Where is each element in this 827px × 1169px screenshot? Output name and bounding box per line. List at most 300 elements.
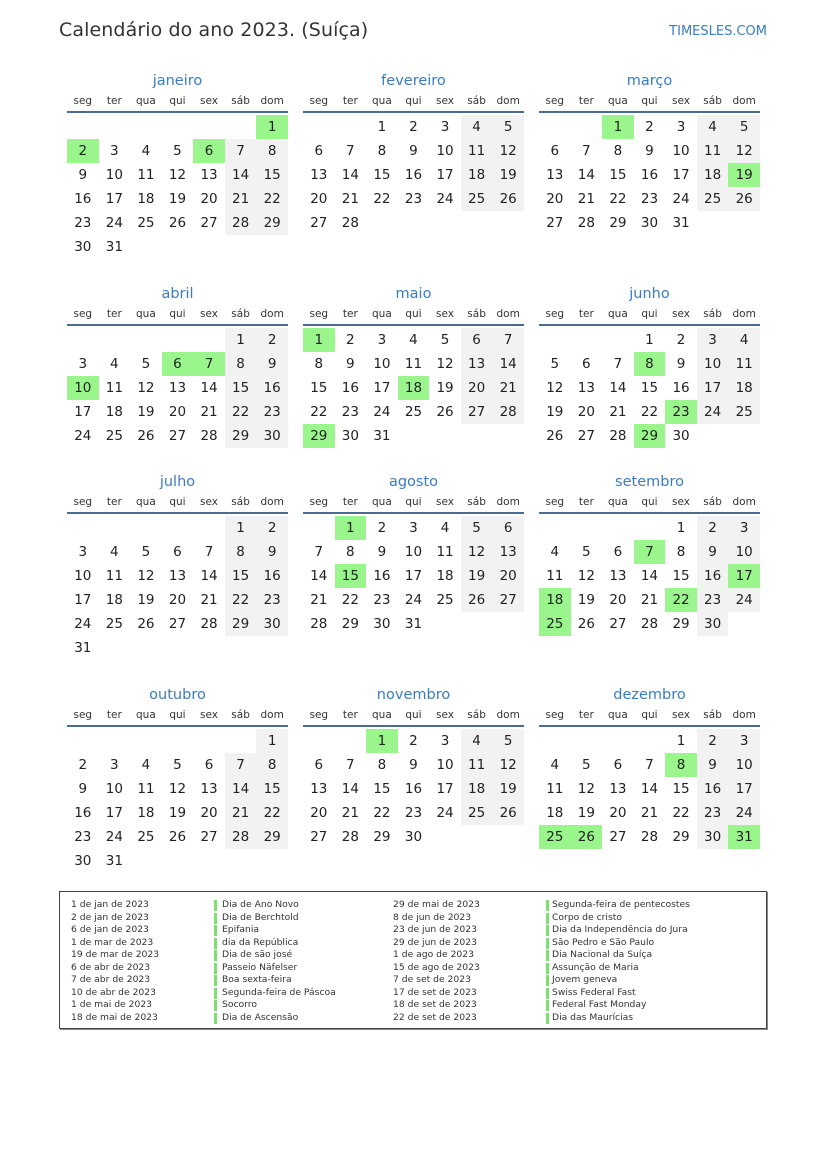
weekday-label: sáb	[231, 496, 250, 508]
day-grid	[67, 516, 288, 660]
week-row	[67, 163, 288, 187]
empty-day-cell	[634, 729, 666, 753]
empty-day-cell	[130, 516, 162, 540]
day-cell: 20	[200, 191, 218, 207]
week-row	[67, 235, 288, 259]
empty-day-cell	[256, 235, 288, 259]
day-cell: 21	[341, 805, 359, 821]
day-cell: 24	[404, 592, 423, 608]
weekday-label: qua	[608, 496, 628, 508]
day-cell: 8	[346, 544, 355, 560]
holiday-day-cell: 18	[398, 376, 430, 400]
day-cell: 20	[310, 805, 328, 821]
empty-day-cell	[193, 235, 225, 259]
day-cell: 15	[373, 781, 391, 797]
empty-day-cell	[602, 328, 634, 352]
week-row	[303, 612, 524, 636]
week-row	[303, 777, 524, 801]
empty-day-cell	[99, 115, 131, 139]
day-cell: 27	[200, 829, 218, 845]
month-abril	[67, 285, 288, 448]
day-cell: 7	[204, 544, 214, 560]
day-cell: 16	[373, 568, 391, 584]
weekend-day-cell: 9	[697, 540, 729, 564]
weekday-label: qui	[641, 709, 658, 721]
weekday-label: qua	[136, 308, 156, 320]
week-row	[67, 352, 288, 376]
day-cell: 18	[137, 805, 155, 821]
empty-day-cell	[193, 729, 225, 753]
holiday-date: 7 de abr de 2023	[71, 974, 151, 985]
month-name: outubro	[149, 687, 206, 703]
weekend-day-cell: 18	[461, 777, 493, 801]
week-row	[539, 400, 760, 424]
weekday-header	[67, 307, 288, 326]
day-cell: 15	[640, 380, 659, 396]
weekend-day-cell: 30	[256, 424, 288, 448]
day-cell: 12	[546, 380, 564, 396]
empty-day-cell	[461, 612, 493, 636]
empty-day-cell	[429, 211, 461, 235]
weekend-day-cell: 5	[492, 729, 524, 753]
holiday-marker-icon	[546, 988, 549, 999]
day-cell: 14	[341, 167, 359, 183]
empty-day-cell	[461, 825, 493, 849]
weekday-label: sex	[436, 496, 455, 508]
empty-day-cell	[67, 729, 99, 753]
week-row	[539, 729, 760, 753]
week-row	[303, 352, 524, 376]
weekend-day-cell: 14	[492, 352, 524, 376]
weekday-label: sáb	[467, 496, 486, 508]
empty-day-cell	[366, 211, 398, 235]
day-cell: 22	[609, 191, 627, 207]
weekday-label: ter	[578, 496, 594, 508]
day-cell: 12	[137, 380, 155, 396]
day-cell: 19	[168, 191, 187, 207]
empty-day-cell	[162, 328, 194, 352]
holiday-marker-icon	[546, 900, 549, 911]
day-cell: 2	[409, 733, 418, 749]
week-row	[539, 352, 760, 376]
weekend-day-cell: 22	[256, 801, 288, 825]
weekday-label: qua	[136, 496, 156, 508]
holiday-day-cell: 8	[665, 753, 697, 777]
holiday-marker-icon	[546, 938, 549, 949]
weekend-day-cell: 4	[461, 729, 493, 753]
day-cell: 5	[141, 544, 151, 560]
holiday-name: Passeio Näfelser	[222, 961, 298, 973]
empty-day-cell	[492, 825, 524, 849]
day-cell: 6	[613, 544, 623, 560]
day-cell: 13	[609, 781, 627, 797]
day-cell: 5	[173, 757, 182, 773]
day-cell: 1	[676, 733, 686, 749]
month-setembro	[539, 473, 760, 636]
day-cell: 10	[74, 568, 92, 584]
day-cell: 23	[74, 829, 92, 845]
day-cell: 14	[341, 781, 359, 797]
holiday-day-cell: 1	[366, 729, 398, 753]
holiday-name: Dia Nacional da Suíça	[552, 949, 653, 960]
legend-item	[393, 999, 723, 1012]
holiday-date: 29 de mai de 2023	[393, 899, 480, 910]
month-name: dezembro	[613, 687, 686, 703]
day-cell: 7	[346, 757, 355, 773]
day-cell: 28	[341, 829, 359, 845]
weekend-day-cell: 16	[697, 564, 729, 588]
day-cell: 5	[173, 143, 182, 159]
day-cell: 24	[672, 191, 690, 207]
weekend-day-cell: 7	[492, 328, 524, 352]
day-cell: 10	[105, 167, 123, 183]
holiday-name: dia da República	[222, 936, 299, 948]
holiday-date: 19 de mar de 2023	[71, 949, 160, 960]
week-row	[539, 187, 760, 211]
weekend-day-cell: 11	[461, 753, 493, 777]
day-cell: 25	[404, 404, 423, 420]
month-julho	[67, 473, 288, 660]
day-cell: 14	[310, 568, 328, 584]
weekday-label: ter	[342, 496, 358, 508]
weekend-day-cell: 13	[461, 352, 493, 376]
holiday-date: 18 de mai de 2023	[71, 1011, 158, 1023]
weekend-day-cell: 18	[697, 163, 729, 187]
day-cell: 21	[577, 191, 595, 207]
holiday-marker-icon	[546, 1000, 549, 1011]
holiday-marker-icon	[214, 900, 217, 911]
weekday-label: sex	[200, 496, 219, 508]
day-cell: 14	[609, 380, 627, 396]
holiday-day-cell: 18	[539, 588, 571, 612]
day-cell: 28	[640, 616, 659, 632]
day-cell: 22	[310, 404, 328, 420]
holiday-name: Segunda-feira de pentecostes	[552, 899, 690, 910]
holiday-day-cell: 31	[728, 825, 760, 849]
month-name: julho	[159, 474, 196, 490]
weekday-label: sáb	[231, 95, 250, 107]
legend-item	[71, 899, 401, 912]
weekend-day-cell: 8	[256, 139, 288, 163]
weekday-label: ter	[578, 308, 594, 320]
day-cell: 27	[168, 428, 187, 444]
day-cell: 15	[609, 167, 627, 183]
month-janeiro	[67, 72, 288, 259]
weekday-label: qua	[372, 496, 392, 508]
weekend-day-cell: 19	[461, 564, 493, 588]
day-cell: 2	[409, 119, 418, 135]
empty-day-cell	[99, 729, 131, 753]
day-grid	[303, 115, 524, 235]
day-cell: 22	[373, 805, 391, 821]
week-row	[67, 516, 288, 540]
weekend-day-cell: 30	[697, 825, 729, 849]
holiday-date: 6 de abr de 2023	[71, 961, 151, 973]
holiday-day-cell: 8	[634, 352, 666, 376]
month-name: agosto	[388, 474, 439, 490]
day-cell: 23	[404, 191, 423, 207]
day-cell: 16	[341, 380, 359, 396]
weekend-day-cell: 10	[697, 352, 729, 376]
weekday-label: ter	[106, 95, 122, 107]
weekday-label: seg	[545, 308, 565, 320]
day-cell: 14	[577, 167, 595, 183]
holiday-date: 23 de jun de 2023	[393, 924, 477, 935]
empty-day-cell	[461, 424, 493, 448]
empty-day-cell	[193, 328, 225, 352]
weekday-label: qui	[169, 308, 186, 320]
month-name: junho	[629, 286, 670, 302]
weekend-day-cell: 12	[492, 753, 524, 777]
weekday-label: sáb	[231, 709, 250, 721]
weekday-label: qui	[169, 95, 186, 107]
week-row	[67, 612, 288, 636]
day-cell: 4	[141, 757, 151, 773]
weekend-day-cell: 29	[256, 825, 288, 849]
day-cell: 19	[546, 404, 564, 420]
day-cell: 23	[640, 191, 659, 207]
weekday-label: qui	[641, 308, 658, 320]
empty-day-cell	[492, 424, 524, 448]
day-cell: 19	[137, 404, 155, 420]
weekday-label: sáb	[467, 709, 486, 721]
day-cell: 20	[168, 592, 187, 608]
day-cell: 29	[341, 616, 359, 632]
weekday-label: qua	[372, 709, 392, 721]
legend-item	[71, 987, 401, 1000]
weekday-label: ter	[342, 95, 358, 107]
holiday-date: 6 de jan de 2023	[71, 924, 149, 935]
empty-day-cell	[130, 636, 162, 660]
brand-link[interactable]: TIMESLES.COM	[669, 24, 767, 39]
day-grid	[303, 729, 524, 849]
day-cell: 13	[577, 380, 595, 396]
day-cell: 16	[74, 805, 92, 821]
weekend-day-cell: 20	[461, 376, 493, 400]
month-fevereiro	[303, 72, 524, 235]
weekend-day-cell: 12	[461, 540, 493, 564]
day-grid	[539, 328, 760, 448]
day-cell: 14	[200, 380, 218, 396]
holiday-day-cell: 2	[67, 139, 99, 163]
holiday-marker-icon	[546, 1013, 549, 1024]
weekend-day-cell: 26	[461, 588, 493, 612]
holiday-day-cell: 29	[634, 424, 666, 448]
legend-item	[71, 999, 401, 1012]
empty-day-cell	[67, 516, 99, 540]
week-row	[67, 211, 288, 235]
weekend-day-cell: 11	[461, 139, 493, 163]
day-cell: 10	[672, 143, 690, 159]
holiday-marker-icon	[214, 925, 217, 936]
weekday-label: seg	[73, 709, 93, 721]
weekend-day-cell: 20	[492, 564, 524, 588]
day-cell: 27	[310, 215, 328, 231]
day-cell: 19	[168, 805, 187, 821]
day-cell: 4	[110, 356, 119, 372]
weekday-label: qua	[136, 95, 156, 107]
week-row	[539, 516, 760, 540]
weekend-day-cell: 25	[461, 801, 493, 825]
weekend-day-cell: 28	[492, 400, 524, 424]
weekday-label: dom	[260, 496, 284, 508]
weekday-label: sex	[436, 709, 455, 721]
month-name: maio	[395, 286, 432, 302]
weekend-day-cell: 5	[492, 115, 524, 139]
weekend-day-cell: 10	[728, 540, 760, 564]
holiday-day-cell: 22	[665, 588, 697, 612]
day-cell: 10	[373, 356, 391, 372]
week-row	[67, 825, 288, 849]
day-cell: 18	[546, 805, 564, 821]
legend-item	[71, 937, 401, 950]
empty-day-cell	[130, 115, 162, 139]
page-title: Calendário do ano 2023. (Suíça)	[59, 19, 369, 41]
week-row	[67, 753, 288, 777]
day-cell: 4	[440, 520, 450, 536]
empty-day-cell	[728, 424, 760, 448]
weekend-day-cell: 18	[728, 376, 760, 400]
day-cell: 18	[105, 404, 123, 420]
empty-day-cell	[99, 516, 131, 540]
weekend-day-cell: 22	[225, 400, 257, 424]
month-maio	[303, 285, 524, 448]
holiday-marker-icon	[214, 963, 217, 974]
week-row	[303, 516, 524, 540]
weekday-label: sáb	[467, 308, 486, 320]
day-cell: 9	[676, 356, 686, 372]
day-cell: 27	[200, 215, 218, 231]
month-outubro	[67, 686, 288, 873]
day-cell: 27	[168, 616, 187, 632]
day-cell: 9	[409, 757, 418, 773]
day-cell: 27	[577, 428, 595, 444]
weekday-label: sáb	[231, 308, 250, 320]
weekday-header	[539, 708, 760, 727]
day-cell: 13	[168, 380, 187, 396]
weekend-day-cell: 14	[225, 163, 257, 187]
weekend-day-cell: 29	[225, 612, 257, 636]
holiday-name: Dia de Ascensão	[222, 1011, 299, 1023]
weekday-header	[539, 495, 760, 514]
weekday-label: qua	[608, 308, 628, 320]
day-cell: 30	[404, 829, 423, 845]
day-cell: 26	[546, 428, 564, 444]
weekday-label: dom	[260, 308, 284, 320]
day-cell: 3	[110, 757, 119, 773]
month-março	[539, 72, 760, 235]
day-cell: 28	[310, 616, 328, 632]
day-cell: 25	[105, 428, 123, 444]
day-cell: 27	[609, 829, 627, 845]
empty-day-cell	[162, 849, 194, 873]
week-row	[303, 540, 524, 564]
week-row	[303, 729, 524, 753]
weekend-day-cell: 23	[697, 588, 729, 612]
weekday-label: ter	[578, 95, 594, 107]
day-cell: 2	[346, 332, 355, 348]
holiday-name: Socorro	[222, 999, 257, 1010]
weekday-label: qua	[372, 95, 392, 107]
week-row	[303, 211, 524, 235]
week-row	[67, 849, 288, 873]
empty-day-cell	[571, 729, 603, 753]
weekend-day-cell: 21	[225, 187, 257, 211]
day-cell: 8	[676, 544, 686, 560]
holiday-day-cell: 26	[571, 825, 603, 849]
day-cell: 31	[74, 640, 92, 656]
day-cell: 11	[436, 544, 454, 560]
month-name: fevereiro	[381, 73, 446, 89]
day-cell: 24	[436, 805, 454, 821]
day-cell: 24	[373, 404, 391, 420]
empty-day-cell	[335, 729, 367, 753]
holiday-date: 7 de set de 2023	[393, 974, 471, 985]
legend-item	[393, 899, 723, 912]
holiday-date: 8 de jun de 2023	[393, 911, 472, 923]
weekend-day-cell: 2	[697, 516, 729, 540]
day-cell: 2	[645, 119, 654, 135]
day-cell: 25	[105, 616, 123, 632]
day-cell: 31	[105, 239, 123, 255]
day-cell: 29	[609, 215, 627, 231]
day-cell: 12	[168, 167, 187, 183]
day-cell: 8	[314, 356, 324, 372]
week-row	[67, 729, 288, 753]
day-cell: 11	[105, 380, 123, 396]
week-row	[539, 424, 760, 448]
day-cell: 9	[78, 781, 88, 797]
weekend-day-cell: 7	[225, 139, 257, 163]
day-cell: 28	[640, 829, 659, 845]
day-cell: 21	[200, 404, 218, 420]
day-cell: 7	[346, 143, 355, 159]
week-row	[303, 753, 524, 777]
day-cell: 24	[74, 428, 92, 444]
day-grid	[539, 729, 760, 849]
week-row	[303, 163, 524, 187]
month-novembro	[303, 686, 524, 849]
day-cell: 19	[577, 805, 595, 821]
weekday-label: qua	[372, 308, 392, 320]
empty-day-cell	[67, 115, 99, 139]
day-cell: 28	[577, 215, 595, 231]
day-cell: 9	[409, 143, 418, 159]
week-row	[303, 328, 524, 352]
legend-item	[71, 912, 401, 925]
weekend-day-cell: 8	[225, 540, 257, 564]
weekend-day-cell: 12	[492, 139, 524, 163]
day-cell: 3	[377, 332, 387, 348]
weekend-day-cell: 9	[256, 540, 288, 564]
weekend-day-cell: 5	[728, 115, 760, 139]
day-cell: 11	[137, 781, 155, 797]
weekday-label: sex	[436, 95, 455, 107]
weekday-header	[539, 307, 760, 326]
holiday-day-cell: 6	[193, 139, 225, 163]
empty-day-cell	[225, 235, 257, 259]
day-cell: 18	[436, 568, 454, 584]
day-cell: 26	[168, 829, 187, 845]
day-cell: 11	[546, 568, 564, 584]
day-cell: 22	[373, 191, 391, 207]
weekend-day-cell: 13	[492, 540, 524, 564]
week-row	[67, 636, 288, 660]
weekday-header	[303, 94, 524, 113]
holiday-name: Dia de são josé	[222, 949, 293, 960]
week-row	[539, 139, 760, 163]
day-cell: 11	[546, 781, 564, 797]
